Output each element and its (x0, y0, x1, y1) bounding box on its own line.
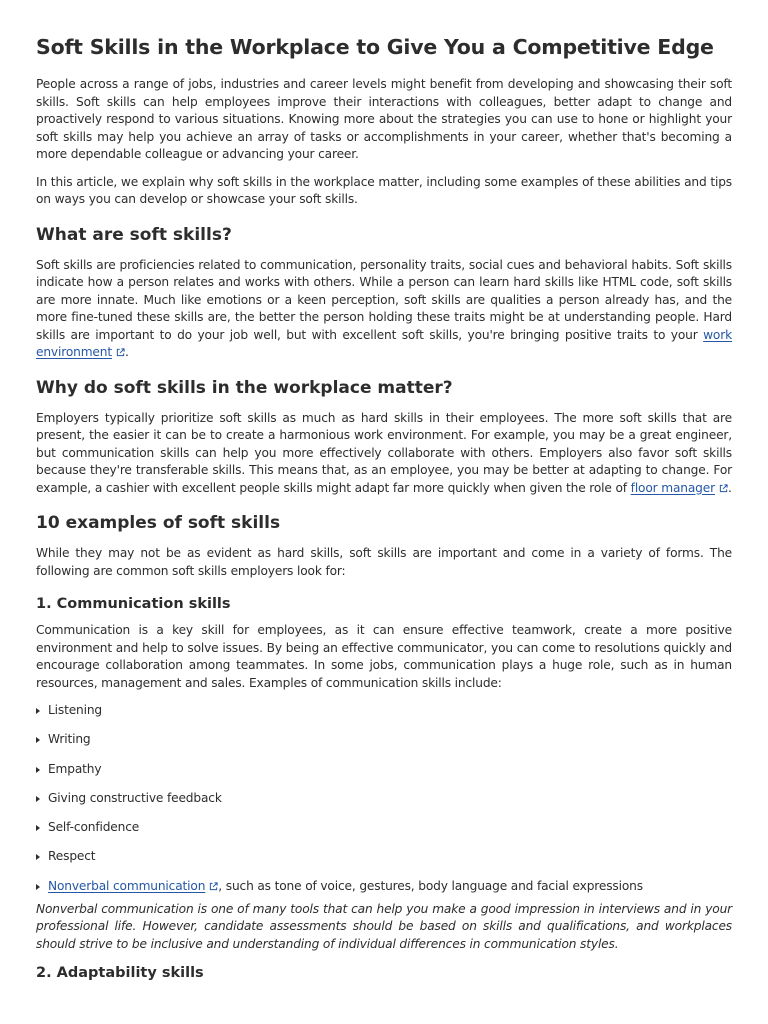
list-item (36, 761, 732, 778)
list-item-text: Giving constructive feedback (48, 790, 222, 805)
communication-note: Nonverbal communication is one of many tools that can help you make a good impression in interviews and in your professional life. However, candidate assessments should be based on skills and qualifications, and workplaces should strive to be inclusive and understanding of individual differences in communication styles. (36, 901, 732, 951)
list-item-text: , such as tone of voice, gestures, body language and facial expressions (218, 878, 643, 893)
list-item (36, 731, 732, 748)
bullet-icon (36, 854, 40, 860)
nonverbal-communication-link-label: Nonverbal communication (48, 878, 206, 893)
why-after: . (727, 480, 732, 495)
external-link-icon (116, 348, 125, 357)
communication-paragraph: Communication is a key skill for employees, as it can ensure effective teamwork, create a more positive environment and help to solve issues. By being an effective communicator, you can come to resolutions quickly and encourage collaboration among teammates. In some jobs, communication plays a huge role, such as in human resources, management and sales. Examples of communication skills include: (36, 623, 732, 690)
bullet-icon (36, 767, 40, 773)
section-heading-what: What are soft skills? (36, 224, 232, 245)
list-item (36, 790, 732, 807)
section-examples (36, 511, 732, 580)
floor-manager-link[interactable] (631, 481, 728, 495)
intro-paragraph-1: People across a range of jobs, industries and career levels might benefit from developing and showcasing their soft skills. Soft skills can help employees improve their interactions with colleagues, better adapt to change and proactively respond to various situations. Knowing more about the strategies you can use to hone or highlight your soft skills may help you achieve an array of tasks or accomplishments in your career, whether that's becoming a more dependable colleague or advancing your career. (36, 77, 732, 161)
list-item (36, 702, 732, 719)
list-item-text: Respect (48, 849, 96, 864)
what-text: Soft skills are proficiencies related to communication, personality traits, social cues and behavioral habits. Soft skills indicate how a person relates and works with others. While a person can learn hard skills like HTML code, soft skills are more innate. Much like emotions or a keen perception, soft skills are qualities a person already has, and the more fine-tuned these skills are, the better the person holding these traits might be at understanding people. Hard skills are important to do your job well, but with excellent soft skills, you're bringing positive traits to your (36, 257, 732, 342)
subsection-heading-adaptability: 2. Adaptability skills (36, 965, 204, 982)
bullet-icon (36, 884, 40, 890)
list-item-text: Self-confidence (48, 820, 140, 835)
why-text: Employers typically prioritize soft skills as much as hard skills in their employees. The more soft skills that are present, the easier it can be to create a harmonious work environment. For example, you may be a great engineer, but communication skills can help you more effectively collaborate with others. Employers also favor soft skills because they're transferable skills. This means that, as an employee, you may be better at adapting to change. For example, a cashier with excellent people skills might adapt far more quickly when given the role of (36, 410, 732, 495)
external-link-icon (719, 484, 728, 493)
section-heading-why: Why do soft skills in the workplace matter? (36, 377, 453, 398)
subsection-heading-communication: 1. Communication skills (36, 596, 231, 612)
list-item-text: Empathy (48, 761, 102, 776)
list-item-text: Listening (48, 703, 103, 717)
communication-skills-list (36, 702, 732, 895)
bullet-icon (36, 708, 40, 714)
floor-manager-link-label: floor manager (630, 480, 715, 495)
work-environment-link-label: work environment (36, 327, 732, 359)
list-item-text: Writing (48, 732, 91, 747)
list-item (36, 819, 732, 836)
page-title: Soft Skills in the Workplace to Give You a Competitive Edge (36, 35, 714, 59)
what-after: . (124, 345, 129, 359)
nonverbal-communication-link[interactable] (48, 879, 218, 893)
section-what (36, 223, 732, 362)
list-item (36, 878, 732, 895)
section-why (36, 376, 732, 498)
bullet-icon (36, 825, 40, 831)
section-communication (36, 594, 732, 953)
external-link-icon (209, 882, 218, 891)
why-paragraph (36, 410, 732, 498)
bullet-icon (36, 737, 40, 743)
intro-paragraph-2: In this article, we explain why soft skills in the workplace matter, including some examples of these abilities and tips on ways you can develop or showcase your soft skills. (36, 174, 732, 206)
section-adaptability (36, 963, 732, 983)
section-heading-examples: 10 examples of soft skills (36, 513, 281, 533)
bullet-icon (36, 796, 40, 802)
list-item (36, 848, 732, 865)
examples-paragraph: While they may not be as evident as hard skills, soft skills are important and come in a variety of forms. The following are common soft skills employers look for: (36, 546, 732, 578)
what-paragraph (36, 257, 732, 362)
